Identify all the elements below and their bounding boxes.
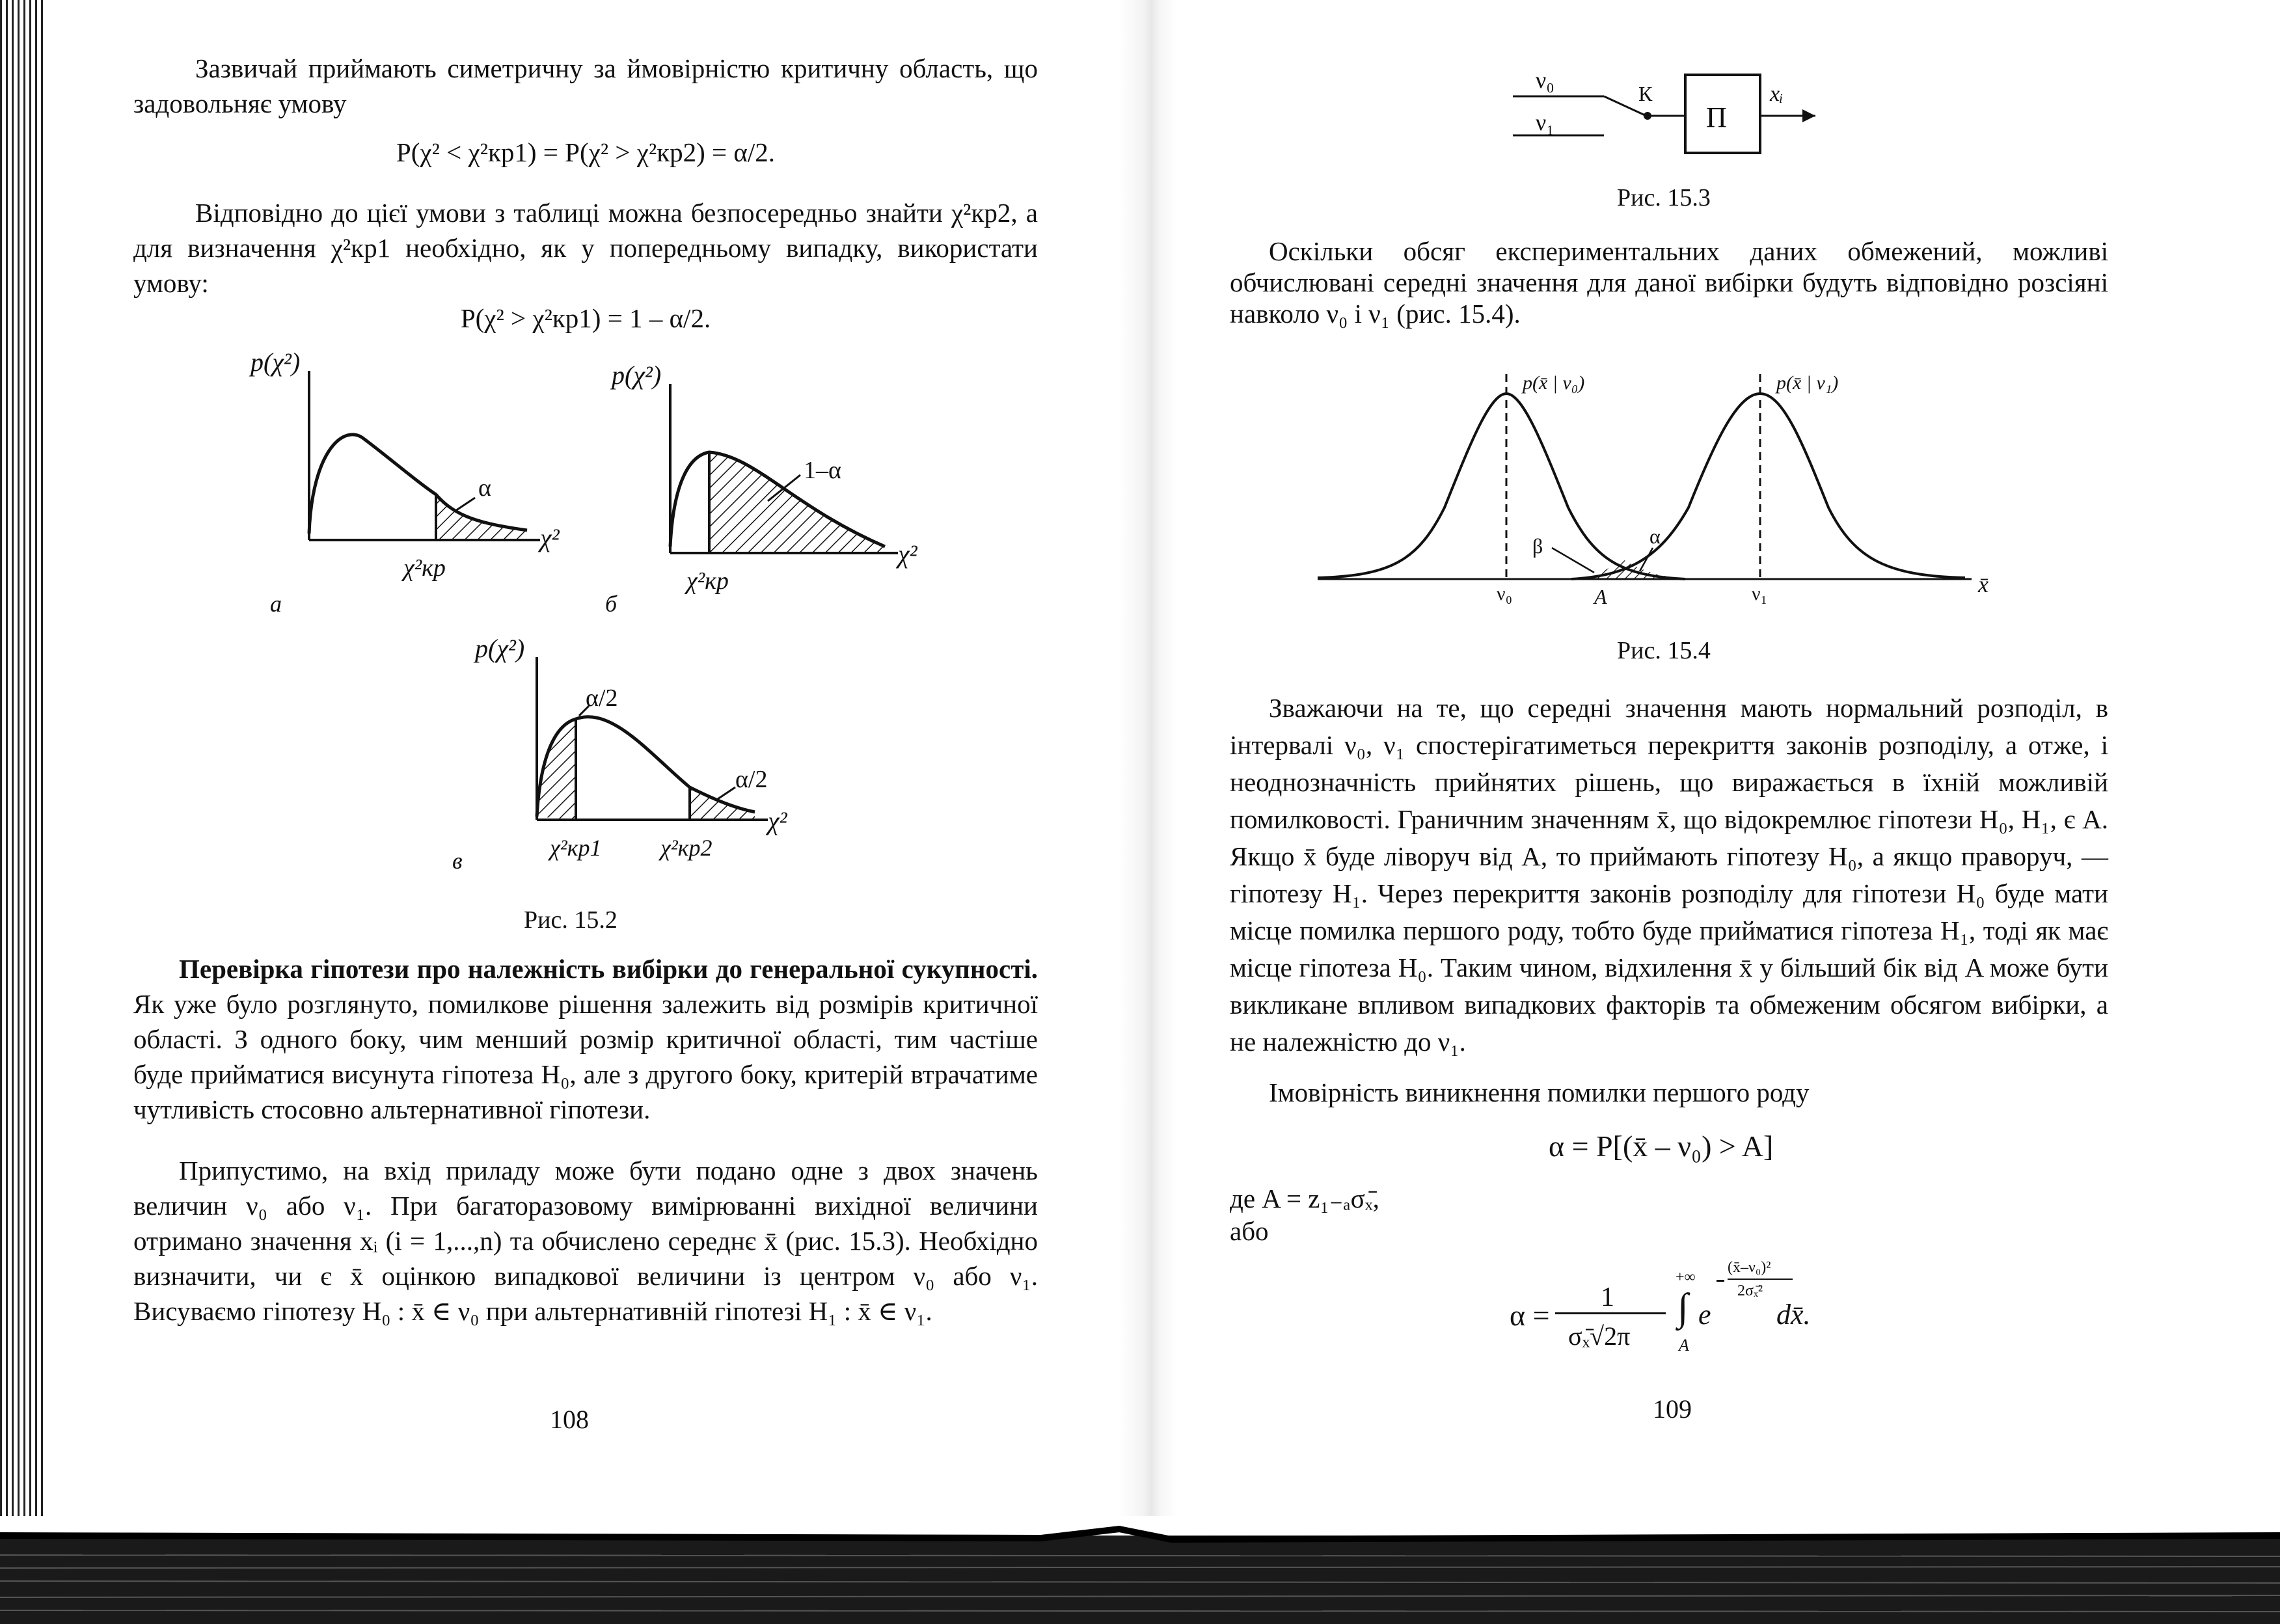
figure-15-2	[195, 345, 976, 885]
right-paragraph-3: Імовірність виникнення помилки першого роду	[1269, 1077, 1810, 1107]
dist-label-1: p(x̄ | ν₁)	[1776, 372, 1839, 394]
panel-a-ylabel: p(χ²)	[251, 347, 301, 377]
left-equation-1: P(χ² < χ²кр1) = P(χ² > χ²кр2) = α/2.	[396, 137, 776, 167]
right-where-line: де A = z₁₋ₐσₓ̄,	[1230, 1184, 1379, 1213]
xbar-axis-label: x̄	[1978, 571, 1988, 597]
eq2-e: e	[1698, 1299, 1711, 1331]
panel-c-right-area: α/2	[735, 766, 768, 793]
panel-c-crit1: χ²кр1	[550, 835, 602, 861]
block-p: П	[1706, 102, 1727, 133]
left-paragraph-3-body: Як уже було розглянуто, помилкове рішення залежить від розмірів критичної області. З одного боку, чим менший розмір критичної області, тим частіше буде прийматися висунута гіпотеза H₀, але з другого боку, критерій втрачатиме чутливість стосовно альтернативної гіпотези.	[133, 989, 1038, 1124]
panel-b-crit: χ²кр	[686, 567, 729, 595]
alpha-label: α	[1649, 524, 1661, 548]
panel-b-xaxis: χ²	[898, 539, 917, 569]
figure-15-2-caption: Рис. 15.2	[524, 906, 618, 934]
left-paragraph-2: Відповідно до цієї умови з таблиці можна безпосередньо знайти χ²кр2, а для визначення χ²кр1 необхідно, як у попередньому випадку, використати умову:	[133, 198, 1038, 298]
eq2-lhs: α =	[1510, 1299, 1550, 1332]
eq2-integral: ∫	[1677, 1286, 1689, 1329]
panel-c-ylabel: p(χ²)	[475, 634, 525, 663]
panel-b-area: 1–α	[804, 457, 841, 484]
right-page-number: 109	[1653, 1394, 1692, 1424]
right-paragraph-2: Зважаючи на те, що середні значення мають нормальний розподіл, в інтервалі ν₀, ν₁ спостерігатиметься перекриття законів розподілу, а отже, і неоднозначність прийнятих рішень, що виражається в їхній можливій помилковості. Граничним значенням x̄, що відокремлює гіпотези H₀, H₁, є A. Якщо x̄ буде ліворуч від A, то приймають гіпотезу H₀, а якщо праворуч, — гіпотезу H₁. Через перекриття законів розподілу для гіпотези H₀ буде мати місце помилка першого роду, тобто буде прийматися гіпотеза H₁, тоді як має місце гіпотеза H₀. Таким чином, відхилення x̄ у більший бік від A може бути викликане впливом випадкових факторів та обмеженим обсягом вибірки, а не належністю до ν₁.	[1230, 693, 2108, 1057]
panel-a-crit: χ²кр	[403, 554, 446, 582]
left-page-number: 108	[550, 1405, 589, 1434]
eq2-denominator: σₓ̄√2π	[1568, 1321, 1631, 1351]
panel-c-label: в	[452, 848, 463, 874]
scan-left-edge	[0, 0, 46, 1624]
eq2-minus	[1717, 1280, 1724, 1282]
v0-tick: ν₀	[1497, 583, 1513, 604]
scan-bottom-edge	[0, 1516, 2280, 1624]
v1-tick: ν₁	[1752, 583, 1768, 604]
chart-panel-c	[452, 634, 788, 874]
book-gutter	[1119, 0, 1178, 1624]
section-heading: Перевірка гіпотези про належність вибірки до генеральної сукупності.	[179, 954, 1038, 984]
chart-panel-b	[605, 360, 918, 617]
eq2-exp-numerator: (x̄–ν₀)²	[1728, 1259, 1771, 1276]
panel-b-label: б	[605, 591, 618, 617]
right-equation-2	[1510, 1259, 1848, 1370]
output-xi: xᵢ	[1770, 82, 1784, 106]
panel-a-alpha: α	[478, 474, 491, 502]
left-paragraph-4: Припустимо, на вхід приладу може бути подано одне з двох значень величин ν₀ або ν₁. При багаторазовому вимірюванні вихідної величини отримано значення xᵢ (i = 1,...,n) та обчислено середнє x̄ (рис. 15.3). Необхідно визначити, чи є x̄ оцінкою випадкової величини із центром ν₀ або ν₁. Висуваємо гіпотезу H₀ : x̄ ∈ ν₀ при альтернативній гіпотезі H₁ : x̄ ∈ ν₁.	[133, 1156, 1038, 1326]
panel-b-ylabel: p(χ²)	[612, 360, 662, 390]
panel-c-left-area: α/2	[586, 684, 618, 712]
chart-panel-a	[249, 347, 560, 617]
dist-label-0: p(x̄ | ν₀)	[1523, 372, 1585, 394]
eq2-fraction-bar	[1555, 1312, 1666, 1314]
eq2-lower-limit: A	[1679, 1336, 1689, 1355]
beta-label: β	[1532, 534, 1543, 558]
eq2-upper-limit: +∞	[1676, 1269, 1696, 1286]
panel-c-crit2: χ²кр2	[660, 835, 712, 861]
right-equation-1: α = P[(x̄ – ν₀) > A]	[1549, 1130, 1774, 1163]
panel-a-label: а	[270, 591, 282, 617]
a-tick: A	[1594, 585, 1607, 608]
eq2-numerator: 1	[1601, 1282, 1614, 1312]
block-v0: ν₀	[1536, 67, 1554, 93]
left-paragraph-3	[133, 951, 1038, 1127]
figure-15-3	[1497, 59, 1835, 169]
block-v1: ν₁	[1536, 109, 1554, 135]
eq2-dx: dx̄.	[1776, 1299, 1811, 1331]
right-or-line: або	[1230, 1216, 1269, 1246]
right-paragraph-1: Оскільки обсяг експериментальних даних обмежений, можливі обчислювані середні значення для даної вибірки будуть відповідно розсіяні навколо ν₀ і ν₁ (рис. 15.4).	[1230, 236, 2108, 329]
panel-c-xaxis: χ²	[768, 806, 787, 835]
panel-a-xaxis: χ²	[540, 523, 560, 552]
left-equation-2: P(χ² > χ²кр1) = 1 – α/2.	[460, 303, 711, 333]
figure-15-4-caption: Рис. 15.4	[1617, 637, 1711, 664]
eq2-exp-denominator: 2σₓ̄²	[1737, 1282, 1763, 1299]
eq2-exp-bar	[1728, 1279, 1793, 1280]
figure-15-4	[1314, 364, 2004, 612]
left-paragraph-1: Зазвичай приймають симетричну за ймовірністю критичну область, що задовольняє умову	[133, 53, 1038, 118]
figure-15-3-caption: Рис. 15.3	[1617, 184, 1711, 211]
switch-k: К	[1638, 82, 1653, 105]
